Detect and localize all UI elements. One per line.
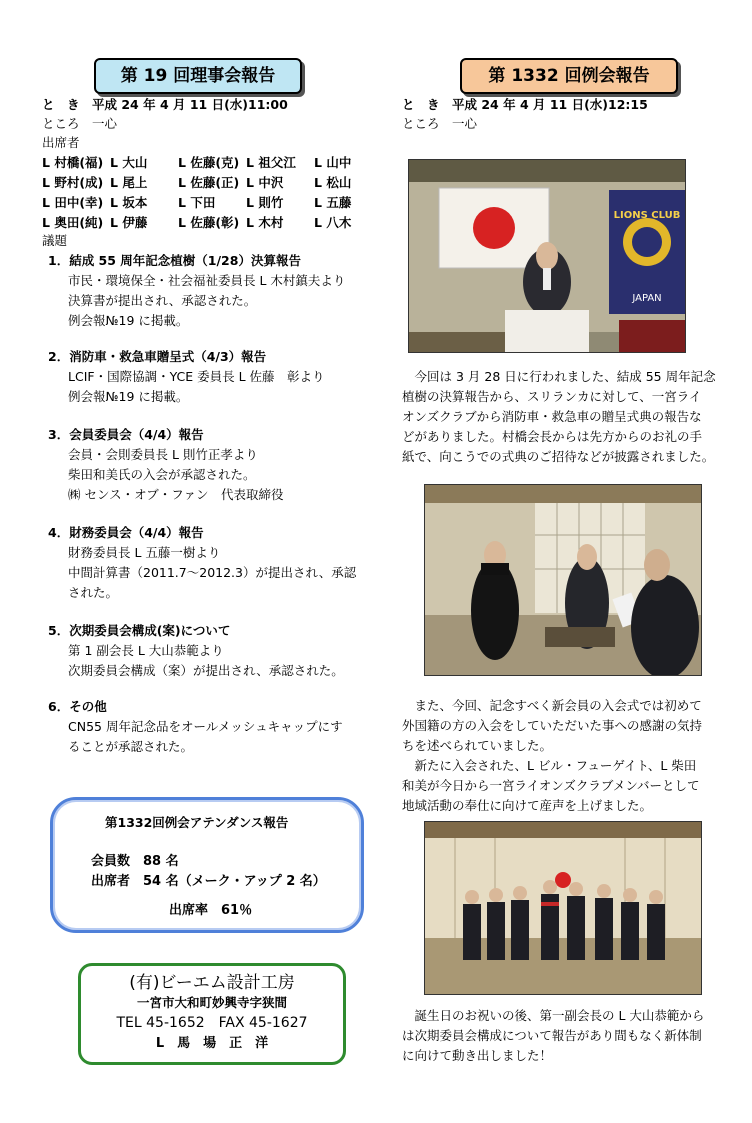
- paragraph-line: は次期委員会構成について報告があり間もなく新体制: [402, 1028, 702, 1043]
- attendee-row: [42, 173, 382, 193]
- agenda-item-text: 会員・会則委員長 L 則竹正孝より: [68, 447, 258, 462]
- agenda-item-heading: 4．財務委員会（4/4）報告: [48, 525, 204, 540]
- sponsor-address: 一宮市大和町妙興寺字狭間: [136, 995, 287, 1010]
- agenda-item-heading: 2．消防車・救急車贈呈式（4/3）報告: [48, 349, 267, 364]
- attendee: L 伊藤: [110, 215, 148, 230]
- attendee: L 佐藤(彰): [178, 215, 240, 230]
- agenda-item-text: 次期委員会構成（案）が提出され、承認された。: [68, 663, 344, 678]
- attendees-label: 出席者: [42, 135, 80, 150]
- attendee: L 則竹: [246, 195, 284, 210]
- agenda-item-text: ㈱ センス・オブ・ファン 代表取締役: [68, 487, 284, 502]
- attendee: L 松山: [314, 175, 352, 190]
- board-date: と き 平成 24 年 4 月 11 日(水)11:00: [42, 97, 288, 112]
- attendance-rate: 出席率 61％: [169, 903, 253, 918]
- attendee: L 木村: [246, 215, 284, 230]
- attendance-box: [50, 797, 364, 933]
- agenda-item-text: 決算書が提出され、承認された。: [68, 293, 257, 308]
- group-scene: [425, 822, 701, 994]
- paragraph-line: 新たに入会された、L ビル・フューゲイト、L 柴田: [402, 758, 697, 773]
- attendee: L 下田: [178, 195, 216, 210]
- attendee: L 五藤: [314, 195, 352, 210]
- induction-photo: [424, 484, 702, 676]
- board-report-title: 第 19 回理事会報告: [94, 58, 302, 94]
- closing-summary: [402, 1006, 722, 1066]
- paragraph-line: 植樹の決算報告から、スリランカに対して、一宮ライ: [402, 389, 702, 404]
- meeting-date: と き 平成 24 年 4 月 11 日(水)12:15: [402, 97, 648, 112]
- induction-scene: [425, 485, 701, 675]
- sponsor-name: (有)ビーエム設計工房: [129, 973, 295, 993]
- agenda-label: 議題: [42, 233, 68, 248]
- agenda-item-heading: 6．その他: [48, 699, 107, 714]
- agenda-item-text: 財務委員長 L 五藤一樹より: [68, 545, 221, 560]
- agenda-item-text: 市民・環境保全・社会福祉委員長 L 木村鎮夫より: [68, 273, 346, 288]
- attendance-present: 出席者 54 名（メーク・アップ 2 名）: [91, 874, 326, 889]
- agenda-item-text: 例会報№19 に掲載。: [68, 389, 189, 404]
- attendee: L 村橋(福): [42, 155, 104, 170]
- paragraph-line: に向けて動き出しました！: [402, 1048, 553, 1063]
- sponsor-phone: TEL 45-1652 FAX 45-1627: [116, 1015, 308, 1031]
- attendee-list: [42, 153, 382, 233]
- banner-country: JAPAN: [632, 293, 662, 304]
- meeting-report-title: 第 1332 回例会報告: [460, 58, 678, 94]
- agenda-item-text: CN55 周年記念品をオールメッシュキャップにす: [68, 719, 343, 734]
- meeting-place: ところ 一心: [402, 116, 478, 131]
- attendee: L 中沢: [246, 175, 284, 190]
- attendee: L 八木: [314, 215, 352, 230]
- agenda-item-text: された。: [68, 585, 119, 600]
- paragraph-line: 今回は 3 月 28 日に行われました、結成 55 周年記念: [402, 369, 716, 384]
- paragraph-line: ちを述べられていました。: [402, 738, 553, 753]
- agenda-item-text: LCIF・国際協調・YCE 委員長 L 佐藤 彰より: [68, 369, 325, 384]
- paragraph-line: 和美が今日から一宮ライオンズクラブメンバーとして: [402, 778, 700, 793]
- board-place: ところ 一心: [42, 116, 118, 131]
- attendee: L 尾上: [110, 175, 148, 190]
- agenda-item-text: 柴田和美氏の入会が承認された。: [68, 467, 256, 482]
- attendee-row: [42, 193, 382, 213]
- attendee: L 山中: [314, 155, 352, 170]
- attendee-row: [42, 153, 382, 173]
- attendee: L 田中(幸): [42, 195, 104, 210]
- agenda-item-heading: 3．会員委員会（4/4）報告: [48, 427, 204, 442]
- attendee-row: [42, 213, 382, 233]
- agenda-item-text: ることが承認された。: [68, 739, 194, 754]
- attendee: L 佐藤(正): [178, 175, 240, 190]
- group-photo: [424, 821, 702, 995]
- attendee: L 祖父江: [246, 155, 296, 170]
- attendee: L 佐藤(克): [178, 155, 240, 170]
- paragraph-line: 外国籍の方の入会をしていただいた事への感謝の気持: [402, 718, 703, 733]
- paragraph-line: 地域活動の奉仕に向けて産声を上げました。: [402, 798, 653, 813]
- agenda-item-text: 例会報№19 に掲載。: [68, 313, 189, 328]
- speaker-photo: [408, 159, 686, 353]
- induction-summary: [402, 696, 722, 816]
- agenda-item-heading: 1．結成 55 周年記念植樹（1/28）決算報告: [48, 253, 301, 268]
- attendee: L 奥田(純): [42, 215, 104, 230]
- agenda-item-heading: 5．次期委員会構成(案)について: [48, 623, 231, 638]
- banner-text: LIONS CLUB: [613, 210, 681, 221]
- attendee: L 野村(成): [42, 175, 104, 190]
- paragraph-line: どがありました。村橋会長からは先方からのお礼の手: [402, 429, 703, 444]
- agenda-item-text: 第 1 副会長 L 大山恭範より: [68, 643, 224, 658]
- attendance-title: 第1332回例会アテンダンス報告: [105, 815, 289, 830]
- meeting-summary: [402, 367, 722, 467]
- paragraph-line: また、今回、記念すべく新会員の入会式では初めて: [402, 698, 702, 713]
- sponsor-ad: [78, 963, 346, 1065]
- sponsor-person: L 馬 場 正 洋: [155, 1036, 269, 1051]
- attendance-members: 会員数 88 名: [91, 854, 179, 869]
- agenda-item-text: 中間計算書（2011.7～2012.3）が提出され、承認: [68, 565, 357, 580]
- paragraph-line: 誕生日のお祝いの後、第一副会長の L 大山恭範から: [402, 1008, 705, 1023]
- attendee: L 大山: [110, 155, 148, 170]
- paragraph-line: 紙で、向こうでの式典のご招待などが披露されました。: [402, 449, 715, 464]
- paragraph-line: オンズクラブから消防車・救急車の贈呈式典の報告な: [402, 409, 702, 424]
- speaker-scene: [409, 160, 685, 352]
- attendee: L 坂本: [110, 195, 148, 210]
